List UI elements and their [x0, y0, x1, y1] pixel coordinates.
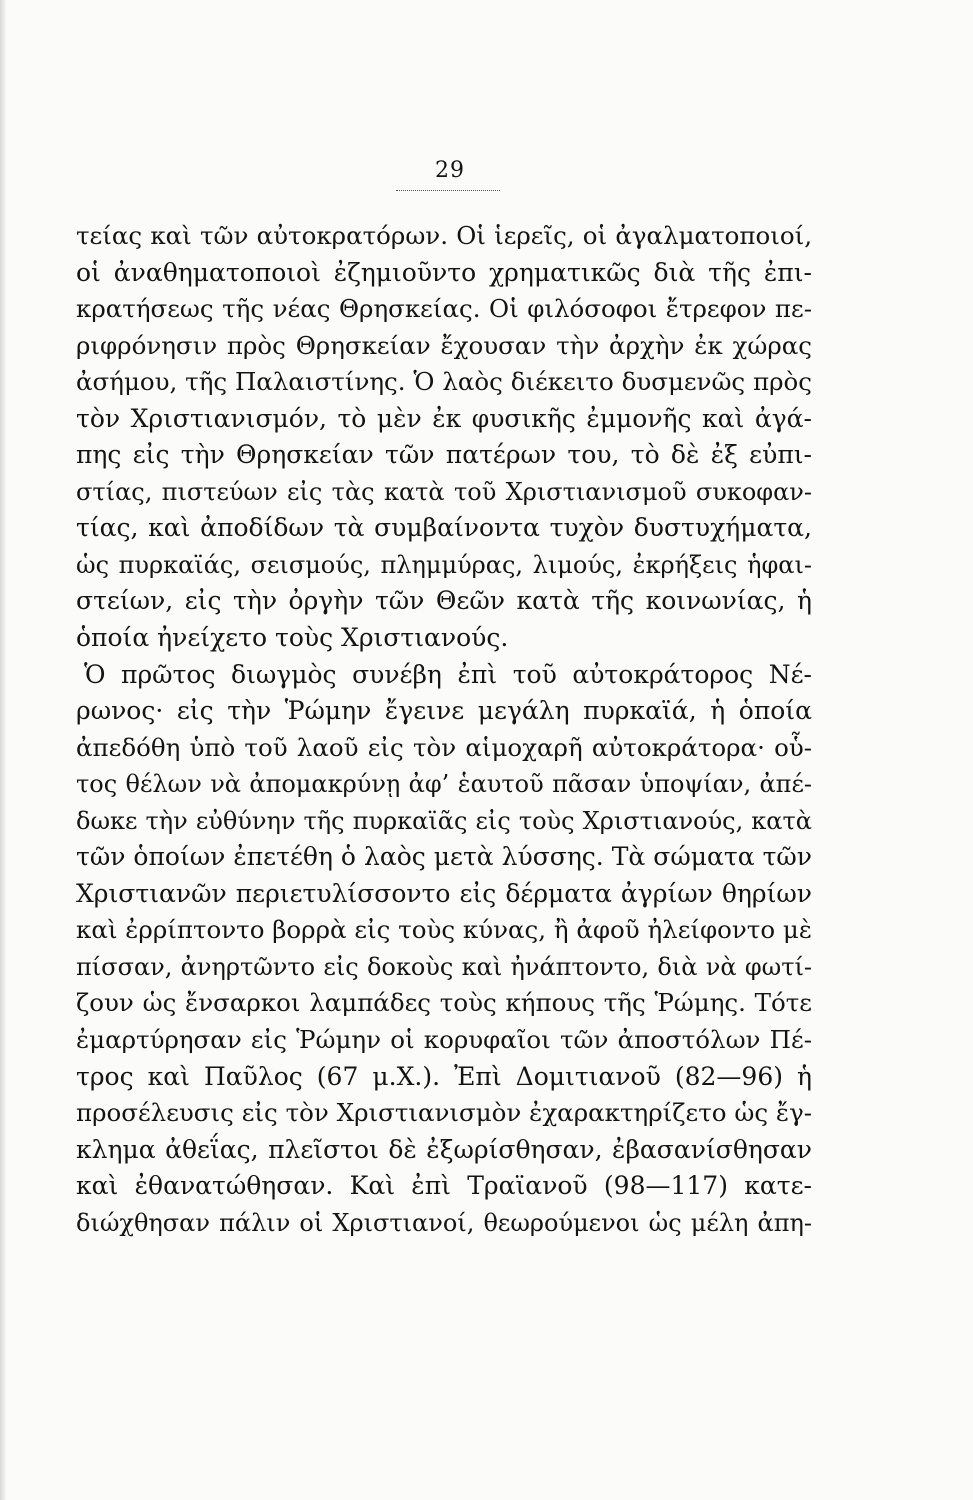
text-line: κρατήσεως τῆς νέας Θρησκείας. Οἱ φιλόσοφοι ἔτρεφον πε- [76, 294, 812, 324]
text-line: τῶν ὁποίων ἐπετέθη ὁ λαὸς μετὰ λύσσης. Τὰ σώματα τῶν [76, 842, 812, 872]
text-line: πης εἰς τὴν Θρησκείαν τῶν πατέρων του, τὸ δὲ ἐξ εὐπι- [76, 440, 812, 470]
text-line: προσέλευσις εἰς τὸν Χριστιανισμὸν ἐχαρακτηρίζετο ὡς ἔγ- [76, 1098, 812, 1128]
text-line: καὶ ἐρρίπτοντο βορρὰ εἰς τοὺς κύνας, ἢ ἀφοῦ ἠλείφοντο μὲ [76, 915, 812, 945]
text-line: ὡς πυρκαϊάς, σεισμούς, πλημμύρας, λιμούς, ἐκρήξεις ἡφαι- [76, 550, 812, 579]
text-line: οἱ ἀναθηματοποιοὶ ἐζημιοῦντο χρηματικῶς διὰ τῆς ἐπι- [76, 257, 812, 287]
paragraph-end-line: ὁποία ἠνείχετο τοὺς Χριστιανούς. [76, 623, 509, 653]
text-line: τρος καὶ Παῦλος (67 μ.Χ.). Ἐπὶ Δομιτιανοῦ (82—96) ἡ [76, 1061, 812, 1091]
paragraph-start-line: Ὁ πρῶτος διωγμὸς συνέβη ἐπὶ τοῦ αὐτοκράτορος Νέ- [84, 659, 812, 689]
text-line: τος θέλων νὰ ἀπομακρύνῃ ἀφ’ ἑαυτοῦ πᾶσαν ὑποψίαν, ἀπέ- [76, 770, 812, 799]
page-edge-shadow [0, 0, 6, 1500]
text-line: στείων, εἰς τὴν ὀργὴν τῶν Θεῶν κατὰ τῆς κοινωνίας, ἡ [76, 586, 812, 616]
text-line: καὶ ἐθανατώθησαν. Καὶ ἐπὶ Τραϊανοῦ (98—117) κατε- [76, 1171, 812, 1201]
text-line: στίας, πιστεύων εἰς τὰς κατὰ τοῦ Χριστιανισμοῦ συκοφαν- [76, 477, 812, 506]
text-line: Χριστιανῶν περιετυλίσσοντο εἰς δέρματα ἀγρίων θηρίων [76, 878, 812, 908]
page-number: 29 [435, 158, 465, 183]
text-line: πίσσαν, ἀνηρτῶντο εἰς δοκοὺς καὶ ἠνάπτοντο, διὰ νὰ φωτί- [76, 952, 812, 981]
text-line: κλημα ἀθεΐας, πλεῖστοι δὲ ἐξωρίσθησαν, ἐβασανίσθησαν [76, 1134, 812, 1164]
text-line: ρωνος· εἰς τὴν Ῥώμην ἔγεινε μεγάλη πυρκαϊά, ἡ ὁποία [76, 696, 812, 726]
text-line: ἀπεδόθη ὑπὸ τοῦ λαοῦ εἰς τὸν αἱμοχαρῆ αὐτοκράτορα· οὗ- [76, 732, 812, 762]
text-line: διώχθησαν πάλιν οἱ Χριστιανοί, θεωρούμενοι ὡς μέλη ἀπη- [76, 1208, 812, 1237]
text-line: ριφρόνησιν πρὸς Θρησκείαν ἔχουσαν τὴν ἀρχὴν ἐκ χώρας [76, 330, 812, 360]
text-line: τείας καὶ τῶν αὐτοκρατόρων. Οἱ ἱερεῖς, οἱ ἀγαλματοποιοί, [76, 221, 812, 250]
page-number-rule [396, 190, 500, 191]
text-line: τὸν Χριστιανισμόν, τὸ μὲν ἐκ φυσικῆς ἐμμονῆς καὶ ἀγά- [76, 403, 812, 433]
body-text [76, 218, 812, 1241]
text-line: ἀσήμου, τῆς Παλαιστίνης. Ὁ λαὸς διέκειτο δυσμενῶς πρὸς [76, 367, 812, 397]
text-line: ζουν ὡς ἔνσαρκοι λαμπάδες τοὺς κήπους τῆς Ῥώμης. Τότε [76, 988, 812, 1018]
text-line: δωκε τὴν εὐθύνην τῆς πυρκαϊᾶς εἰς τοὺς Χριστιανούς, κατὰ [76, 806, 812, 835]
text-line: τίας, καὶ ἀποδίδων τὰ συμβαίνοντα τυχὸν δυστυχήματα, [76, 513, 812, 543]
text-line: ἐμαρτύρησαν εἰς Ῥώμην οἱ κορυφαῖοι τῶν ἀποστόλων Πέ- [76, 1025, 812, 1055]
